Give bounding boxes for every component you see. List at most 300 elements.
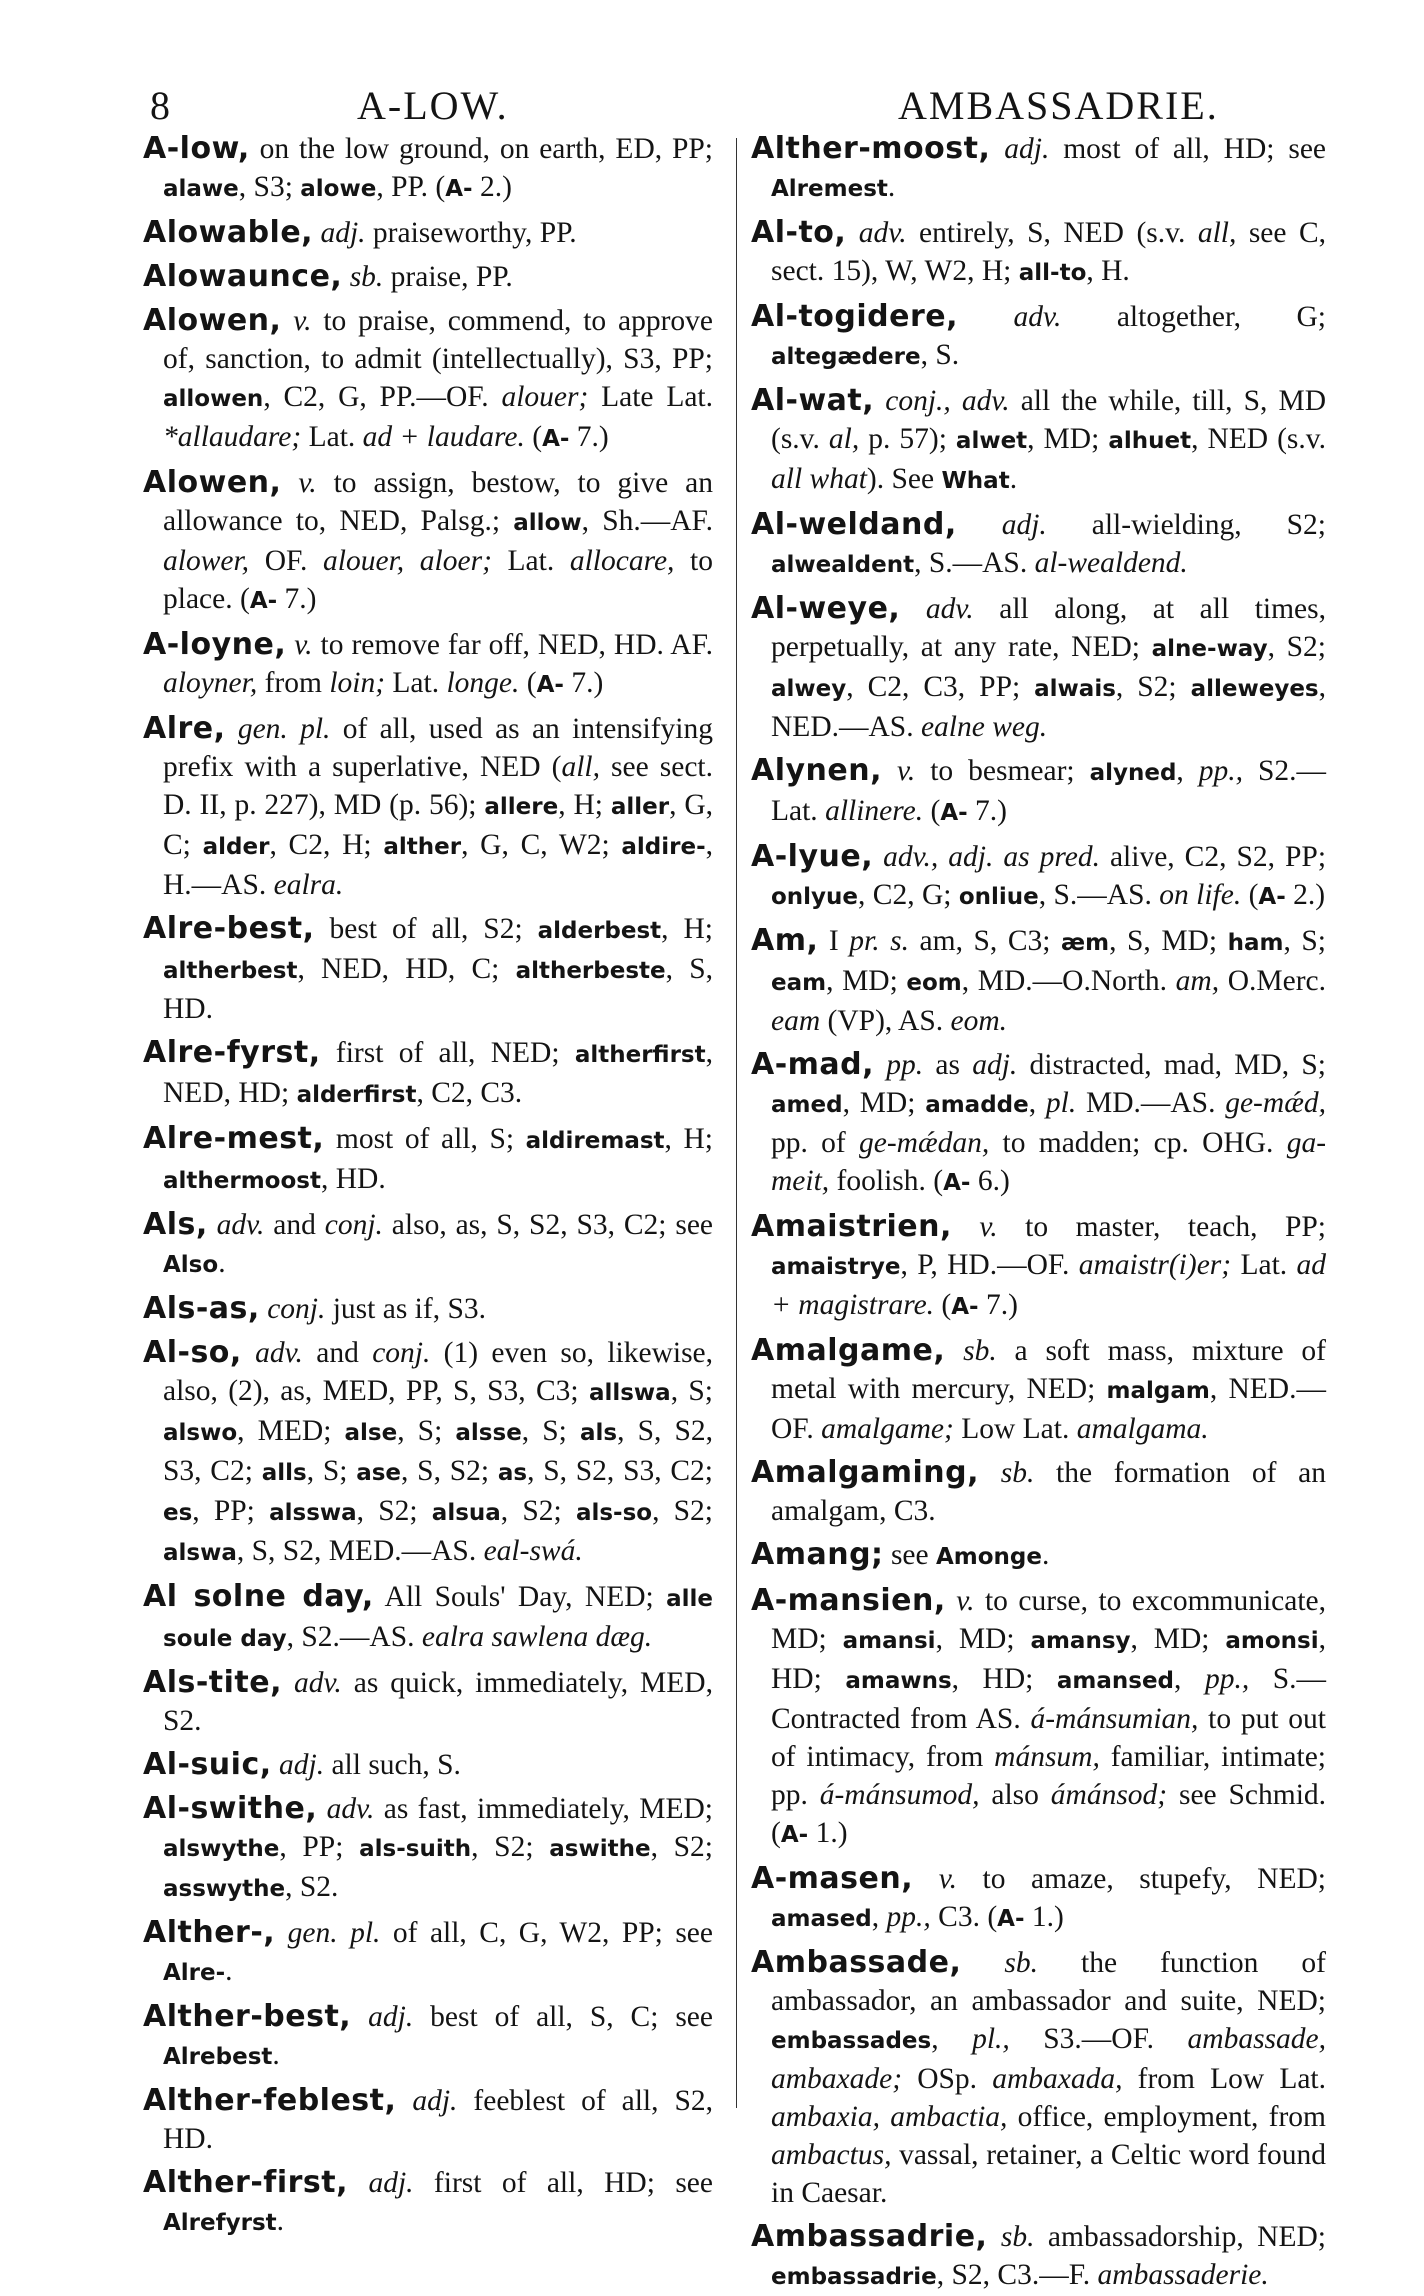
dictionary-entry	[143, 214, 713, 252]
entry-text: , P, HD.—OF.	[900, 1249, 1079, 1281]
dictionary-entry	[143, 1334, 713, 1572]
entry-text: and	[302, 1337, 373, 1369]
entry-headword: Al-swithe,	[143, 1791, 318, 1826]
entry-headword: Alowen,	[143, 465, 282, 500]
entry-text: , NED.—OF.	[771, 1373, 1326, 1445]
entry-italic-text: conj., adv.	[885, 385, 1010, 417]
entry-italic-text: sb.	[1000, 1457, 1035, 1489]
entry-italic-text: v.	[294, 629, 313, 661]
dictionary-entry	[751, 1536, 1326, 1576]
entry-variant-form: asswythe	[163, 1876, 286, 1902]
entry-text: , S2;	[471, 1831, 550, 1863]
entry-variant-form: Alremest	[771, 176, 888, 202]
entry-italic-text: pp.,	[1198, 755, 1244, 787]
entry-italic-text: eal-swá.	[483, 1535, 583, 1567]
entry-italic-text: adv.	[925, 593, 974, 625]
dictionary-entry	[143, 2164, 713, 2242]
entry-variant-form: allow	[513, 510, 582, 536]
entry-variant-form: alderfirst	[296, 1082, 417, 1108]
entry-text: to amaze, stupefy, NED;	[956, 1863, 1326, 1895]
entry-text: , MD;	[1130, 1623, 1226, 1655]
entry-headword: Alther-first,	[143, 2165, 349, 2200]
entry-text: , S;	[670, 1375, 713, 1407]
entry-variant-form: althermoost	[163, 1168, 321, 1194]
entry-text: , S, MD;	[1109, 925, 1228, 957]
entry-text: , G, C, W2;	[461, 829, 622, 861]
entry-headword: Amaistrien,	[751, 1209, 952, 1244]
entry-text: , S;	[306, 1455, 357, 1487]
entry-text: , S3;	[238, 171, 301, 203]
entry-headword: Alre-mest,	[143, 1121, 325, 1156]
dictionary-entry	[751, 1944, 1326, 2212]
entry-headword: Al-suic,	[143, 1747, 272, 1782]
dictionary-entry	[143, 1746, 713, 1784]
entry-text: also, as, S, S2, S3, C2; see	[382, 1209, 714, 1241]
entry-variant-form: A-	[1258, 884, 1286, 910]
entry-headword: A-mad,	[751, 1047, 875, 1082]
entry-headword: A-lyue,	[751, 839, 874, 874]
entry-text: I	[818, 925, 850, 957]
entry-variant-form: alderbest	[537, 918, 662, 944]
entry-variant-form: alwet	[955, 428, 1028, 454]
left-column	[143, 130, 714, 2237]
entry-variant-form: allswa	[588, 1380, 671, 1406]
entry-text: praiseworthy, PP.	[365, 217, 577, 249]
entry-text	[987, 2221, 1000, 2253]
entry-text: and	[264, 1209, 325, 1241]
entry-text	[317, 1793, 326, 1825]
entry-text: the formation of an amalgam, C3.	[771, 1457, 1326, 1527]
dictionary-entry	[143, 910, 713, 1028]
entry-italic-text: adj.	[412, 2085, 458, 2117]
entry-variant-form: A-	[940, 800, 968, 826]
entry-italic-text: ambaxia, ambactia,	[771, 2101, 1008, 2133]
entry-variant-form: alle soule day	[163, 1586, 713, 1652]
entry-text: , C2, C3.	[416, 1077, 523, 1109]
entry-text	[208, 1209, 217, 1241]
entry-italic-text: alouer;	[501, 381, 589, 413]
entry-headword: Al solne day,	[143, 1579, 374, 1614]
entry-text	[282, 1667, 294, 1699]
entry-headword: Alowaunce,	[143, 259, 343, 294]
dictionary-entry	[751, 1046, 1326, 1202]
entry-text: , HD.	[320, 1163, 386, 1195]
entry-variant-form: onlyue	[771, 884, 859, 910]
entry-italic-text: al-wealdend.	[1034, 547, 1188, 579]
entry-italic-text: á-mánsumod,	[819, 1779, 980, 1811]
entry-italic-text: v.	[938, 1863, 957, 1895]
entry-text: as fast, immediately, MED;	[374, 1793, 713, 1825]
entry-italic-text: aloyner,	[163, 667, 258, 699]
dictionary-entry	[751, 922, 1326, 1040]
entry-text: altogether, G;	[1061, 301, 1326, 333]
entry-variant-form: alder	[202, 834, 270, 860]
entry-text: 1.)	[808, 1817, 848, 1849]
entry-italic-text: ad + magistrare.	[771, 1249, 1326, 1321]
entry-italic-text: loin;	[329, 667, 386, 699]
entry-text: pp. of	[771, 1127, 859, 1159]
entry-italic-text: conj.	[324, 1209, 383, 1241]
entry-text: also	[979, 1779, 1051, 1811]
entry-text: ). See	[866, 463, 942, 495]
entry-text: 7.)	[569, 421, 609, 453]
entry-variant-form: amonsi	[1225, 1628, 1319, 1654]
entry-headword: Alre,	[143, 711, 226, 746]
entry-italic-text: sb.	[1000, 2221, 1035, 2253]
entry-text: to place. (	[163, 545, 713, 615]
entry-text: .	[887, 171, 896, 203]
entry-text	[281, 467, 298, 499]
entry-text	[342, 261, 349, 293]
entry-italic-text: ealra.	[273, 869, 344, 901]
entry-text: all along, at all times, perpetually, at any rate, NED;	[771, 593, 1326, 663]
entry-italic-text: ambaxada,	[992, 2063, 1123, 2095]
entry-text: see	[883, 1539, 936, 1571]
entry-text: from Low Lat.	[1122, 2063, 1326, 2095]
dictionary-entry	[751, 298, 1326, 376]
entry-text: S3.—OF.	[1009, 2023, 1188, 2055]
dictionary-entry	[143, 464, 713, 620]
entry-headword: A-mansien,	[751, 1583, 946, 1618]
entry-headword: Ambassadrie,	[751, 2219, 988, 2254]
entry-text: (1) even so, likewise, also, (2), as, MED, PP, S, S3, C3;	[163, 1337, 714, 1407]
entry-text: first of all, NED;	[320, 1037, 575, 1069]
entry-variant-form: aswithe	[549, 1836, 651, 1862]
entry-italic-text: conj.	[372, 1337, 431, 1369]
right-column	[751, 130, 1327, 2291]
entry-headword: Alther-best,	[143, 1999, 352, 2034]
entry-headword: Alowable,	[143, 215, 314, 250]
entry-italic-text: adj.	[368, 2001, 414, 2033]
entry-text: to curse, to excommunicate, MD;	[771, 1585, 1327, 1655]
entry-text: .	[225, 1955, 233, 1987]
entry-variant-form: alse	[344, 1420, 398, 1446]
entry-text: , C2, G;	[858, 879, 959, 911]
dictionary-entry	[143, 1790, 713, 1908]
entry-italic-text: eam	[771, 1005, 821, 1037]
entry-italic-text: all what	[771, 463, 867, 495]
entry-text	[272, 1749, 279, 1781]
entry-italic-text: v.	[896, 755, 916, 787]
entry-text: alive, C2, S2, PP;	[1099, 841, 1327, 873]
entry-text: (	[1241, 879, 1259, 911]
entry-text	[961, 1947, 1004, 1979]
entry-variant-form: aller	[610, 794, 670, 820]
entry-variant-form: alwais	[1034, 676, 1116, 702]
entry-italic-text: ámánsod;	[1050, 1779, 1168, 1811]
entry-headword: Alre-fyrst,	[143, 1035, 321, 1070]
entry-text: , S2;	[1267, 631, 1326, 663]
entry-variant-form: Alrefyrst	[163, 2210, 277, 2236]
entry-italic-text: ga-meit,	[771, 1127, 1327, 1197]
entry-text: , H;	[664, 1123, 713, 1155]
entry-text: praise, PP.	[383, 261, 513, 293]
entry-text: , S.—AS.	[1038, 879, 1160, 911]
entry-text: feeblest of all, S2, HD.	[163, 2085, 713, 2155]
entry-text: , S;	[1283, 925, 1326, 957]
entry-italic-text: adj.	[1004, 133, 1050, 165]
entry-headword: Al-togidere,	[751, 299, 959, 334]
entry-text: , S;	[521, 1415, 580, 1447]
dictionary-entry	[143, 1034, 713, 1114]
entry-text: All Souls' Day, NED;	[373, 1581, 667, 1613]
entry-variant-form: A-	[997, 1906, 1025, 1932]
entry-variant-form: alther	[383, 834, 462, 860]
entry-text: , NED, HD;	[163, 1037, 713, 1109]
entry-text: ,	[871, 1901, 887, 1933]
entry-variant-form: allowen	[163, 386, 264, 412]
dictionary-entry	[751, 130, 1326, 208]
entry-italic-text: ambassaderie.	[1097, 2259, 1269, 2291]
entry-text: most of all, S;	[324, 1123, 526, 1155]
entry-text: , S, S2, S3, C2;	[163, 1415, 714, 1487]
entry-text: 1.)	[1024, 1901, 1064, 1933]
entry-variant-form: altegædere	[771, 344, 921, 370]
entry-text: OSp.	[902, 2063, 993, 2095]
dictionary-entry	[143, 2082, 713, 2158]
entry-headword: Amalgaming,	[751, 1455, 979, 1490]
entry-text: Low Lat.	[953, 1413, 1077, 1445]
dictionary-entry	[751, 1860, 1326, 1938]
entry-headword: Alther-moost,	[751, 131, 991, 166]
entry-variant-form: amaistrye	[771, 1254, 901, 1280]
entry-variant-form: Alre-	[163, 1960, 226, 1986]
entry-italic-text: adv.	[1013, 301, 1062, 333]
entry-text: to put out of intimacy, from	[771, 1703, 1326, 1773]
entry-italic-text: allocare,	[569, 545, 675, 577]
entry-variant-form: A-	[249, 588, 278, 614]
entry-variant-form: æm	[1061, 930, 1110, 956]
entry-variant-form: amadde	[925, 1092, 1029, 1118]
entry-headword: A-masen,	[751, 1861, 914, 1896]
entry-variant-form: What	[941, 468, 1010, 494]
entry-headword: Alre-best,	[143, 911, 315, 946]
entry-variant-form: amansy	[1030, 1628, 1131, 1654]
entry-italic-text: ambactus,	[771, 2139, 892, 2171]
entry-text: see sect. D. II, p. 227), MD (p. 56);	[163, 751, 713, 821]
entry-text	[873, 841, 883, 873]
entry-italic-text: gen. pl.	[287, 1917, 381, 1949]
entry-text	[846, 217, 858, 249]
entry-headword: Al-wat,	[751, 383, 875, 418]
dictionary-entry	[751, 752, 1326, 832]
entry-text: , NED (s.v.	[1191, 423, 1326, 455]
entry-italic-text: alouer, aloer;	[323, 545, 492, 577]
entry-text: to besmear;	[915, 755, 1090, 787]
entry-text: vassal, retainer, a Celtic word found in Caesar.	[771, 2139, 1326, 2209]
entry-text: , S2;	[356, 1495, 432, 1527]
entry-headword: Alther-feblest,	[143, 2083, 397, 2118]
entry-text: , G, C;	[163, 789, 714, 861]
entry-text	[351, 2001, 368, 2033]
entry-text: all such, S.	[324, 1749, 461, 1781]
entry-text	[946, 1585, 956, 1617]
entry-text	[874, 1049, 886, 1081]
dictionary-entry	[143, 1578, 713, 1658]
entry-text: , C2, H;	[269, 829, 384, 861]
entry-text: , MD;	[842, 1087, 926, 1119]
entry-italic-text: pr. s.	[849, 925, 910, 957]
entry-italic-text: mánsum,	[994, 1741, 1100, 1773]
entry-text: as quick, immediately, MED, S2.	[163, 1667, 713, 1737]
entry-italic-text: ad + laudare.	[362, 421, 525, 453]
entry-variant-form: amased	[771, 1906, 872, 1932]
entry-variant-form: aldiremast	[525, 1128, 665, 1154]
entry-variant-form: alswa	[163, 1540, 237, 1566]
entry-headword: Am,	[751, 923, 819, 958]
entry-variant-form: allere	[484, 794, 559, 820]
entry-italic-text: adv.	[255, 1337, 303, 1369]
entry-variant-form: alsua	[431, 1500, 501, 1526]
entry-text: just as if, S3.	[325, 1293, 486, 1325]
entry-variant-form: onliue	[958, 884, 1039, 910]
entry-variant-form: A-	[943, 1170, 971, 1196]
entry-text: , S, S2, MED.—AS.	[236, 1535, 484, 1567]
entry-text: , PP;	[192, 1495, 270, 1527]
entry-variant-form: alleweyes	[1190, 676, 1319, 702]
entry-text: , S2;	[1115, 671, 1191, 703]
entry-text: , S2.	[285, 1871, 339, 1903]
entry-text: the function of ambassador, an ambassador and suite, NED;	[771, 1947, 1326, 2017]
entry-italic-text: adj.	[1001, 509, 1047, 541]
entry-text: Late Lat.	[588, 381, 713, 413]
entry-italic-text: sb.	[1004, 1947, 1039, 1979]
entry-variant-form: altherbeste	[515, 958, 666, 984]
entry-text: , S2, C3.—F.	[936, 2259, 1098, 2291]
entry-variant-form: A-	[536, 672, 564, 698]
entry-headword: Als,	[143, 1207, 208, 1242]
dictionary-entry	[143, 1998, 713, 2076]
entry-italic-text: alower,	[163, 545, 250, 577]
entry-variant-form: alswo	[163, 1420, 238, 1446]
entry-text	[882, 755, 897, 787]
entry-variant-form: alowe	[300, 176, 377, 202]
entry-text: OF.	[249, 545, 324, 577]
entry-variant-form: alwealdent	[771, 552, 915, 578]
entry-italic-text: pp.	[886, 1049, 924, 1081]
entry-italic-text: pl.	[1045, 1087, 1077, 1119]
entry-text	[945, 1335, 963, 1367]
dictionary-entry	[751, 1332, 1326, 1448]
dictionary-entry	[751, 506, 1326, 584]
entry-italic-text: eom.	[950, 1005, 1008, 1037]
entry-italic-text: all,	[1197, 217, 1237, 249]
entry-italic-text: conj.	[267, 1293, 326, 1325]
dictionary-entry	[751, 590, 1326, 746]
entry-variant-form: eam	[771, 970, 827, 996]
entry-headword: Al-so,	[143, 1335, 242, 1370]
entry-headword: Al-weldand,	[751, 507, 957, 542]
entry-italic-text: v.	[979, 1211, 998, 1243]
entry-text: of all, used as an intensifying prefix with a superlative, NED (	[163, 713, 714, 783]
entry-italic-text: adv., adj. as pred.	[883, 841, 1100, 873]
entry-headword: A-low,	[143, 131, 250, 166]
entry-text	[990, 133, 1004, 165]
entry-italic-text: pp.,	[1204, 1663, 1250, 1695]
entry-text: , S, S2;	[401, 1455, 498, 1487]
entry-text: to master, teach, PP;	[997, 1211, 1327, 1243]
entry-variant-form: ham	[1227, 930, 1284, 956]
entry-text: , MD;	[935, 1623, 1031, 1655]
dictionary-entry	[143, 1120, 713, 1200]
dictionary-entry	[143, 130, 713, 208]
entry-text: office, employment, from	[1007, 2101, 1327, 2133]
entry-variant-form: A-	[951, 1294, 979, 1320]
entry-text: .	[272, 2039, 280, 2071]
entry-variant-form: alsswa	[269, 1500, 357, 1526]
entry-text: , S2;	[652, 1495, 714, 1527]
entry-variant-form: alyned	[1089, 760, 1177, 786]
entry-headword: Al-weye,	[751, 591, 901, 626]
entry-italic-text: ge-mǽdan,	[859, 1127, 990, 1159]
entry-variant-form: alls	[261, 1460, 307, 1486]
entry-text: , S, S2, S3, C2;	[527, 1455, 714, 1487]
entry-italic-text: pl.,	[972, 2023, 1010, 2055]
dictionary-entry	[143, 1664, 713, 1740]
entry-variant-form: alne-way	[1151, 636, 1268, 662]
entry-text: .	[218, 1247, 226, 1279]
entry-text: , NED.—AS.	[771, 671, 1326, 743]
dictionary-entry	[143, 258, 713, 296]
entry-headword: Alther-,	[143, 1915, 276, 1950]
entry-text: , HD;	[951, 1663, 1057, 1695]
entry-italic-text: adv.	[216, 1209, 265, 1241]
entry-headword: Alynen,	[751, 753, 883, 788]
dictionary-entry	[751, 214, 1326, 292]
entry-text: S.—Contracted from AS.	[771, 1663, 1326, 1735]
entry-text: , MD;	[1027, 423, 1109, 455]
entry-text: Lat.	[385, 667, 447, 699]
entry-italic-text: v.	[956, 1585, 975, 1617]
entry-text: distracted, mad, MD, S;	[1017, 1049, 1327, 1081]
entry-variant-form: amansed	[1056, 1668, 1175, 1694]
entry-text: from	[257, 667, 330, 699]
entry-text: , S.	[920, 339, 960, 371]
entry-variant-form: eom	[906, 970, 962, 996]
entry-variant-form: alhuet	[1108, 428, 1192, 454]
entry-variant-form: ase	[356, 1460, 402, 1486]
entry-text: most of all, HD; see	[1049, 133, 1327, 165]
entry-variant-form: altherfirst	[574, 1042, 706, 1068]
dictionary-entry	[143, 710, 713, 904]
entry-text: 7.)	[967, 795, 1007, 827]
entry-variant-form: malgam	[1106, 1378, 1210, 1404]
dictionary-entry	[751, 1582, 1326, 1854]
entry-text	[952, 1211, 980, 1243]
entry-text: on the low ground, on earth, ED, PP;	[249, 133, 713, 165]
entry-headword: Als-tite,	[143, 1665, 283, 1700]
entry-italic-text: on life.	[1159, 879, 1242, 911]
entry-text: ambassadorship, NED;	[1034, 2221, 1327, 2253]
entry-headword: Al-to,	[751, 215, 847, 250]
entry-text: .	[276, 2205, 285, 2237]
entry-text: to madden; cp. OHG.	[989, 1127, 1287, 1159]
entry-variant-form: alawe	[163, 176, 239, 202]
entry-text: to praise, commend, to approve of, sanction, to admit (intellectually), S3, PP;	[163, 305, 713, 375]
entry-variant-form: alwey	[771, 676, 847, 702]
entry-text: ,	[1174, 1663, 1205, 1695]
entry-text: first of all, HD; see	[413, 2167, 713, 2199]
entry-text	[226, 713, 238, 745]
entry-text	[979, 1457, 1001, 1489]
entry-headword: A-loyne,	[143, 627, 287, 662]
entry-headword: Amalgame,	[751, 1333, 946, 1368]
entry-variant-form: als	[580, 1420, 618, 1446]
entry-text: , MD;	[826, 965, 907, 997]
entry-text: p. 57);	[859, 423, 956, 455]
entry-text: , H;	[558, 789, 611, 821]
page-number: 8	[150, 83, 172, 128]
